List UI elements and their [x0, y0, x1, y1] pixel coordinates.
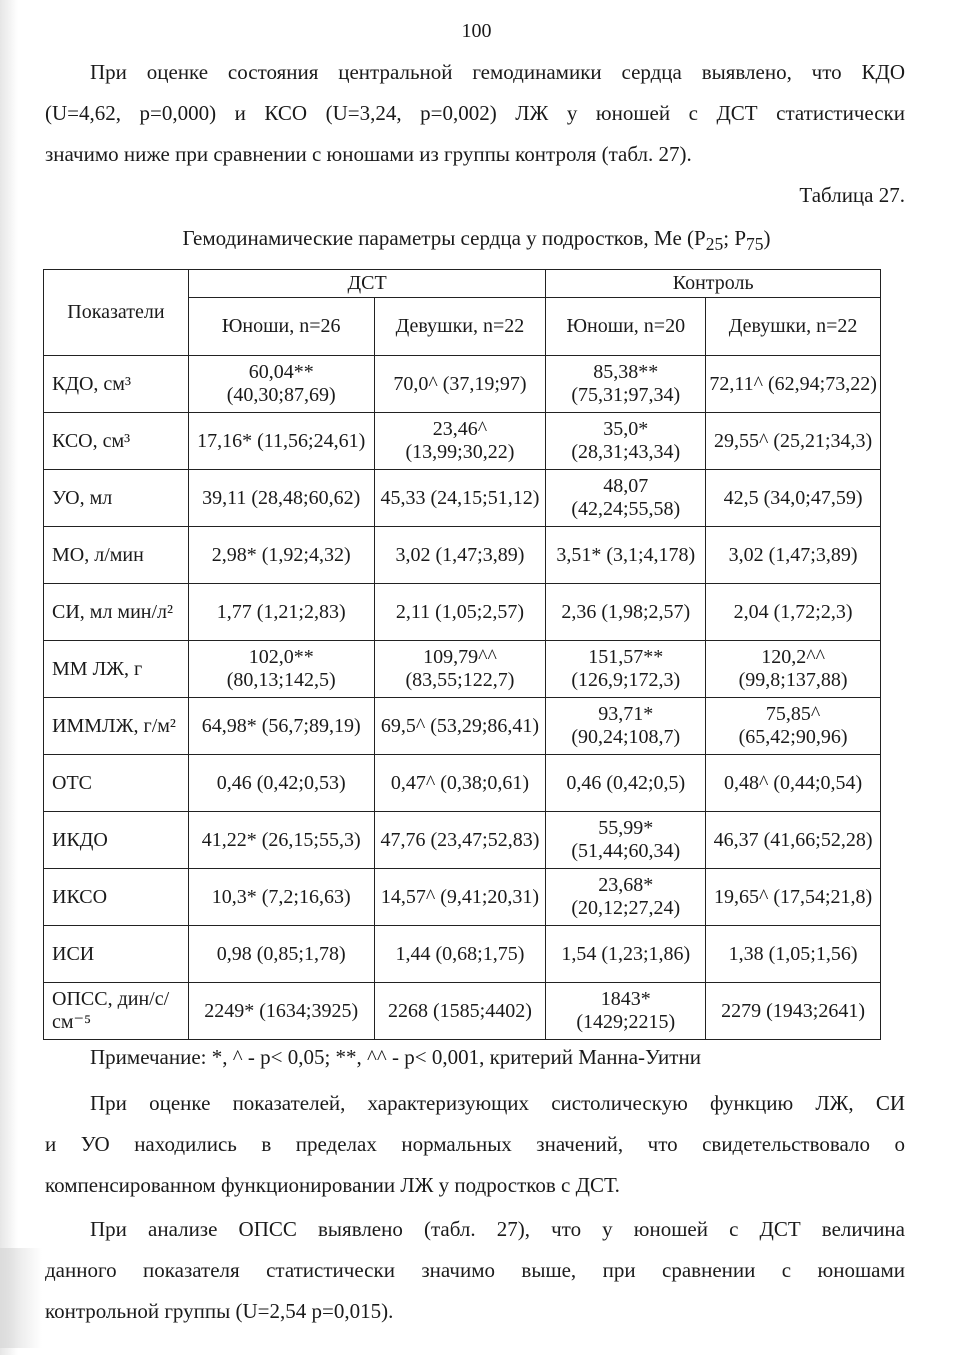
- value-cell: 23,46^ (13,99;30,22): [374, 413, 546, 470]
- value-cell: 41,22* (26,15;55,3): [188, 812, 374, 869]
- hemodynamics-table: [43, 269, 881, 1040]
- value-cell: 2,36 (1,98;2,57): [546, 584, 706, 641]
- value-cell: 23,68* (20,12;27,24): [546, 869, 706, 926]
- value-cell: 2268 (1585;4402): [374, 983, 546, 1040]
- value-cell: 0,46 (0,42;0,5): [546, 755, 706, 812]
- parameter-name: КДО, см³: [44, 356, 189, 413]
- value-cell: 46,37 (41,66;52,28): [706, 812, 881, 869]
- table-row: [44, 926, 881, 983]
- parameter-name: ИММЛЖ, г/м²: [44, 698, 189, 755]
- text-line: (U=4,62, p=0,000) и КСО (U=3,24, p=0,002) ЛЖ у юношей с ДСТ статистически: [45, 101, 905, 125]
- parameter-name: КСО, см³: [44, 413, 189, 470]
- value-cell: 69,5^ (53,29;86,41): [374, 698, 546, 755]
- parameter-name: МО, л/мин: [44, 527, 189, 584]
- parameter-name: ИСИ: [44, 926, 189, 983]
- value-cell: 47,76 (23,47;52,83): [374, 812, 546, 869]
- text-line: значимо ниже при сравнении с юношами из группы контроля (табл. 27).: [45, 142, 692, 166]
- value-cell: 70,0^ (37,19;97): [374, 356, 546, 413]
- table-row: [44, 755, 881, 812]
- value-cell: 93,71* (90,24;108,7): [546, 698, 706, 755]
- table-header-row: [44, 270, 881, 298]
- value-cell: 2,04 (1,72;2,3): [706, 584, 881, 641]
- parameter-name: ИКДО: [44, 812, 189, 869]
- text-line: и УО находились в пределах нормальных значений, что свидетельствовало о: [45, 1132, 905, 1156]
- value-cell: 60,04** (40,30;87,69): [188, 356, 374, 413]
- value-cell: 1,54 (1,23;1,86): [546, 926, 706, 983]
- table-row: [44, 869, 881, 926]
- value-cell: 29,55^ (25,21;34,3): [706, 413, 881, 470]
- table-row: [44, 356, 881, 413]
- header-parameter: Показатели: [44, 270, 189, 356]
- table-row: [44, 470, 881, 527]
- value-cell: 1,77 (1,21;2,83): [188, 584, 374, 641]
- table-caption: Гемодинамические параметры сердца у подростков, Me ($P_{25}$; $P_{75}$): [182, 226, 771, 255]
- opss-paragraph: [45, 1209, 905, 1332]
- value-cell: 39,11 (28,48;60,62): [188, 470, 374, 527]
- value-cell: 151,57** (126,9;172,3): [546, 641, 706, 698]
- header-group-dst: ДСТ: [188, 270, 546, 298]
- scan-shadow-bottom-left: [0, 1248, 42, 1348]
- value-cell: 0,46 (0,42;0,53): [188, 755, 374, 812]
- value-cell: 10,3* (7,2;16,63): [188, 869, 374, 926]
- value-cell: 1,44 (0,68;1,75): [374, 926, 546, 983]
- value-cell: 75,85^ (65,42;90,96): [706, 698, 881, 755]
- header-control-girls: Девушки, n=22: [706, 298, 881, 356]
- value-cell: 2,11 (1,05;2,57): [374, 584, 546, 641]
- text-line: При оценке состояния центральной гемодинамики сердца выявлено, что КДО: [90, 60, 905, 84]
- value-cell: 2,98* (1,92;4,32): [188, 527, 374, 584]
- table-note: Примечание: *, ^ - p< 0,05; **, ^^ - p< 0,001, критерий Манна-Уитни: [90, 1045, 701, 1069]
- value-cell: 45,33 (24,15;51,12): [374, 470, 546, 527]
- value-cell: 3,02 (1,47;3,89): [706, 527, 881, 584]
- text-line: компенсированном функционировании ЛЖ у подростков с ДСТ.: [45, 1173, 620, 1197]
- value-cell: 3,51* (3,1;4,178): [546, 527, 706, 584]
- value-cell: 109,79^^ (83,55;122,7): [374, 641, 546, 698]
- parameter-name: ИКСО: [44, 869, 189, 926]
- value-cell: 2279 (1943;2641): [706, 983, 881, 1040]
- value-cell: 102,0** (80,13;142,5): [188, 641, 374, 698]
- value-cell: 2249* (1634;3925): [188, 983, 374, 1040]
- value-cell: 42,5 (34,0;47,59): [706, 470, 881, 527]
- value-cell: 55,99* (51,44;60,34): [546, 812, 706, 869]
- table-row: [44, 527, 881, 584]
- text-line: данного показателя статистически значимо выше, при сравнении с юношами: [45, 1258, 905, 1282]
- parameter-name: ММ ЛЖ, г: [44, 641, 189, 698]
- parameter-name: УО, мл: [44, 470, 189, 527]
- page-number: 100: [461, 20, 492, 42]
- value-cell: 64,98* (56,7;89,19): [188, 698, 374, 755]
- table-row: [44, 413, 881, 470]
- value-cell: 1843* (1429;2215): [546, 983, 706, 1040]
- value-cell: 0,47^ (0,38;0,61): [374, 755, 546, 812]
- value-cell: 72,11^ (62,94;73,22): [706, 356, 881, 413]
- value-cell: 120,2^^ (99,8;137,88): [706, 641, 881, 698]
- header-dst-boys: Юноши, n=26: [188, 298, 374, 356]
- value-cell: 3,02 (1,47;3,89): [374, 527, 546, 584]
- table-number: Таблица 27.: [799, 183, 905, 207]
- table-row: [44, 698, 881, 755]
- text-line: При анализе ОПСС выявлено (табл. 27), что у юношей с ДСТ величина: [90, 1217, 905, 1241]
- parameter-name: ОПСС, дин/с/см⁻⁵: [44, 983, 189, 1040]
- scan-shadow-left: [0, 0, 18, 1355]
- intro-paragraph: [45, 52, 905, 175]
- value-cell: 0,98 (0,85;1,78): [188, 926, 374, 983]
- table-row: [44, 812, 881, 869]
- table-row: [44, 584, 881, 641]
- table-row: [44, 641, 881, 698]
- value-cell: 17,16* (11,56;24,61): [188, 413, 374, 470]
- table-row: [44, 983, 881, 1040]
- header-group-control: Контроль: [546, 270, 881, 298]
- text-line: При оценке показателей, характеризующих систолическую функцию ЛЖ, СИ: [90, 1091, 905, 1115]
- value-cell: 85,38** (75,31;97,34): [546, 356, 706, 413]
- systolic-paragraph: [45, 1083, 905, 1206]
- value-cell: 0,48^ (0,44;0,54): [706, 755, 881, 812]
- header-control-boys: Юноши, n=20: [546, 298, 706, 356]
- value-cell: 48,07 (42,24;55,58): [546, 470, 706, 527]
- value-cell: 14,57^ (9,41;20,31): [374, 869, 546, 926]
- value-cell: 19,65^ (17,54;21,8): [706, 869, 881, 926]
- value-cell: 35,0* (28,31;43,34): [546, 413, 706, 470]
- text-line: контрольной группы (U=2,54 p=0,015).: [45, 1299, 394, 1323]
- header-dst-girls: Девушки, n=22: [374, 298, 546, 356]
- value-cell: 1,38 (1,05;1,56): [706, 926, 881, 983]
- parameter-name: СИ, мл мин/л²: [44, 584, 189, 641]
- parameter-name: ОТС: [44, 755, 189, 812]
